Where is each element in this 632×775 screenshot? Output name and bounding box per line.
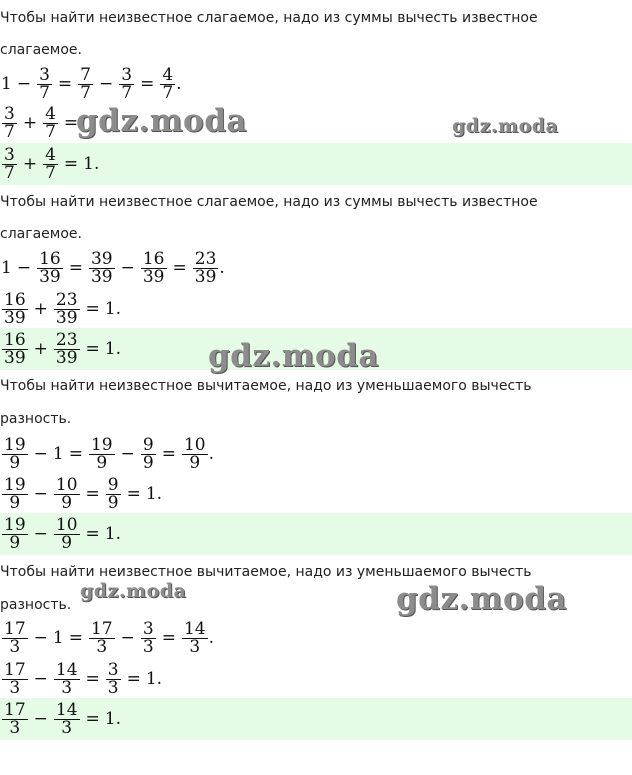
fraction: $\frac{19}{9}$ — [4, 474, 26, 513]
equation-2-3: $\frac{16}{39}$ + $\frac{23}{39}$ = 1. — [4, 329, 122, 368]
fraction: $\frac{16}{39}$ — [4, 329, 26, 368]
equation-1-2: $\frac{3}{7}$ + $\frac{4}{7}$ = — [4, 103, 79, 142]
fraction: $\frac{14}{3}$ — [183, 618, 206, 657]
equation-4-1: $\frac{17}{3}$ − 1 = $\frac{17}{3}$ − $\frac{3}{3}$ = $\frac{14}{3}$ . — [4, 618, 214, 657]
rule-text-4-cont: разность. — [0, 597, 72, 613]
fraction: $\frac{9}{9}$ — [142, 434, 154, 473]
fraction: $\frac{16}{39}$ — [4, 289, 26, 328]
rule-text-3-cont: разность. — [0, 411, 72, 427]
fraction: $\frac{17}{3}$ — [4, 618, 26, 657]
fraction: $\frac{17}{3}$ — [90, 618, 113, 657]
fraction: $\frac{16}{39}$ — [142, 248, 165, 287]
rule-text-1: Чтобы найти неизвестное слагаемое, надо из суммы вычесть известное — [0, 10, 538, 26]
equation-1-3: $\frac{3}{7}$ + $\frac{4}{7}$ = 1. — [4, 144, 100, 183]
rule-text-2: Чтобы найти неизвестное слагаемое, надо из суммы вычесть известное — [0, 194, 538, 210]
fraction: $\frac{19}{9}$ — [4, 434, 26, 473]
equation-4-2: $\frac{17}{3}$ − $\frac{14}{3}$ = $\frac{3}{3}$ = 1. — [4, 659, 163, 698]
fraction: $\frac{14}{3}$ — [55, 699, 78, 738]
fraction: $\frac{4}{7}$ — [45, 103, 56, 142]
equation-3-3: $\frac{19}{9}$ − $\frac{10}{9}$ = 1. — [4, 514, 122, 553]
equation-1-1: 1 − $\frac{3}{7}$ = $\frac{7}{7}$ − $\frac{3}{7}$ = $\frac{4}{7}$ . — [1, 64, 182, 103]
watermark-logo: gdz.moda — [76, 103, 247, 139]
fraction: $\frac{14}{3}$ — [55, 659, 78, 698]
fraction: $\frac{3}{3}$ — [107, 659, 119, 698]
fraction: $\frac{4}{7}$ — [162, 64, 174, 103]
watermark-logo: gdz.moda — [452, 115, 559, 137]
fraction: $\frac{3}{7}$ — [121, 64, 133, 103]
fraction: $\frac{23}{39}$ — [194, 248, 217, 287]
watermark-logo: gdz.moda — [396, 581, 567, 617]
rule-text-1-cont: слагаемое. — [0, 42, 82, 58]
fraction: $\frac{3}{3}$ — [142, 618, 154, 657]
equation-3-2: $\frac{19}{9}$ − $\frac{10}{9}$ = $\frac{9}{9}$ = 1. — [4, 474, 163, 513]
fraction: $\frac{23}{39}$ — [55, 329, 78, 368]
fraction: $\frac{9}{9}$ — [107, 474, 119, 513]
equation-2-2: $\frac{16}{39}$ + $\frac{23}{39}$ = 1. — [4, 289, 122, 328]
equation-4-3: $\frac{17}{3}$ − $\frac{14}{3}$ = 1. — [4, 699, 122, 738]
fraction: $\frac{10}{9}$ — [183, 434, 206, 473]
fraction: $\frac{19}{9}$ — [4, 514, 26, 553]
fraction: $\frac{19}{9}$ — [90, 434, 113, 473]
fraction: $\frac{3}{7}$ — [4, 144, 15, 183]
fraction: $\frac{10}{9}$ — [55, 474, 78, 513]
rule-text-3: Чтобы найти неизвестное вычитаемое, надо из уменьшаемого вычесть — [0, 378, 532, 394]
fraction: $\frac{10}{9}$ — [55, 514, 78, 553]
fraction: $\frac{3}{7}$ — [39, 64, 50, 103]
fraction: $\frac{23}{39}$ — [55, 289, 78, 328]
rule-text-2-cont: слагаемое. — [0, 226, 82, 242]
fraction: $\frac{17}{3}$ — [4, 659, 26, 698]
equation-3-1: $\frac{19}{9}$ − 1 = $\frac{19}{9}$ − $\frac{9}{9}$ = $\frac{10}{9}$ . — [4, 434, 214, 473]
fraction: $\frac{7}{7}$ — [80, 64, 91, 103]
fraction: $\frac{16}{39}$ — [39, 248, 61, 287]
watermark-logo: gdz.moda — [208, 338, 379, 374]
watermark-logo: gdz.moda — [80, 580, 187, 602]
rule-text-4: Чтобы найти неизвестное вычитаемое, надо из уменьшаемого вычесть — [0, 564, 532, 580]
fraction: $\frac{4}{7}$ — [45, 144, 56, 183]
equation-2-1: 1 − $\frac{16}{39}$ = $\frac{39}{39}$ − $\frac{16}{39}$ = $\frac{23}{39}$ . — [1, 248, 225, 287]
fraction: $\frac{39}{39}$ — [90, 248, 113, 287]
fraction: $\frac{3}{7}$ — [4, 103, 15, 142]
fraction: $\frac{17}{3}$ — [4, 699, 26, 738]
